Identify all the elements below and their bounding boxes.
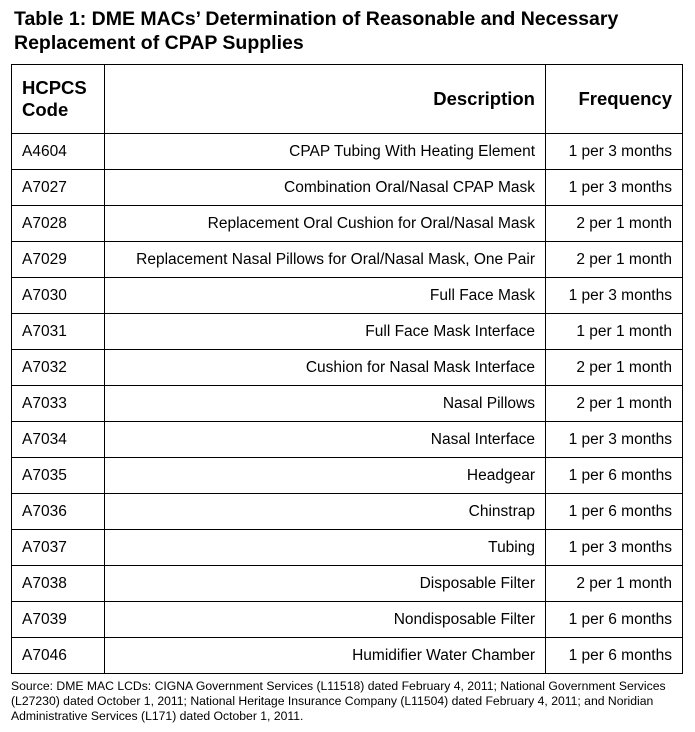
table-title: [14, 7, 684, 55]
frequency-cell: 1 per 1 month: [546, 314, 683, 350]
hcpcs-code-cell: A7038: [12, 566, 105, 602]
hcpcs-code-cell: A7039: [12, 602, 105, 638]
table-row: [12, 422, 683, 458]
header-frequency: Frequency: [546, 65, 683, 134]
header-hcpcs-code-line-1: HCPCS: [22, 77, 87, 98]
table-title-line-1: Table 1: DME MACs’ Determination of Reasonable and Necessary: [14, 8, 619, 30]
hcpcs-code-cell: A7032: [12, 350, 105, 386]
frequency-cell: 1 per 3 months: [546, 170, 683, 206]
hcpcs-code-cell: A7029: [12, 242, 105, 278]
hcpcs-code-cell: A7034: [12, 422, 105, 458]
table-row: [12, 242, 683, 278]
hcpcs-code-cell: A7037: [12, 530, 105, 566]
description-cell: Headgear: [105, 458, 546, 494]
frequency-cell: 2 per 1 month: [546, 386, 683, 422]
frequency-cell: 1 per 6 months: [546, 494, 683, 530]
hcpcs-code-cell: A7030: [12, 278, 105, 314]
description-cell: Disposable Filter: [105, 566, 546, 602]
description-cell: Full Face Mask Interface: [105, 314, 546, 350]
table-row: [12, 566, 683, 602]
hcpcs-code-cell: A7027: [12, 170, 105, 206]
hcpcs-code-cell: A7035: [12, 458, 105, 494]
hcpcs-code-cell: A7031: [12, 314, 105, 350]
table-row: [12, 278, 683, 314]
frequency-cell: 1 per 3 months: [546, 134, 683, 170]
description-cell: Full Face Mask: [105, 278, 546, 314]
table-row: [12, 602, 683, 638]
frequency-cell: 2 per 1 month: [546, 206, 683, 242]
description-cell: Combination Oral/Nasal CPAP Mask: [105, 170, 546, 206]
frequency-cell: 1 per 3 months: [546, 530, 683, 566]
hcpcs-code-cell: A7033: [12, 386, 105, 422]
description-cell: Humidifier Water Chamber: [105, 638, 546, 674]
table-title-line-2: Replacement of CPAP Supplies: [14, 32, 304, 54]
description-cell: Chinstrap: [105, 494, 546, 530]
table-row: [12, 386, 683, 422]
hcpcs-code-cell: A7036: [12, 494, 105, 530]
table-row: [12, 350, 683, 386]
table-row: [12, 170, 683, 206]
header-row: [12, 65, 683, 134]
header-hcpcs-code: [12, 65, 105, 134]
description-cell: Replacement Oral Cushion for Oral/Nasal Mask: [105, 206, 546, 242]
description-cell: CPAP Tubing With Heating Element: [105, 134, 546, 170]
frequency-cell: 2 per 1 month: [546, 350, 683, 386]
frequency-cell: 1 per 6 months: [546, 602, 683, 638]
table-row: [12, 314, 683, 350]
frequency-cell: 2 per 1 month: [546, 242, 683, 278]
description-cell: Tubing: [105, 530, 546, 566]
description-cell: Cushion for Nasal Mask Interface: [105, 350, 546, 386]
cpap-supplies-table: [11, 64, 683, 674]
description-cell: Nasal Interface: [105, 422, 546, 458]
header-hcpcs-code-line-2: Code: [22, 99, 69, 120]
table-row: [12, 206, 683, 242]
header-description: Description: [105, 65, 546, 134]
source-note: Source: DME MAC LCDs: CIGNA Government Services (L11518) dated February 4, 2011; National Government Services (L27230) dated October 1, 2011; National Heritage Insurance Company (L11504) dated February 4, 2011; and Noridian Administrative Services (L171) dated October 1, 2011.: [11, 679, 666, 723]
table-row: [12, 458, 683, 494]
table-row: [12, 530, 683, 566]
table-row: [12, 134, 683, 170]
table-row: [12, 494, 683, 530]
frequency-cell: 2 per 1 month: [546, 566, 683, 602]
frequency-cell: 1 per 6 months: [546, 638, 683, 674]
table-row: [12, 638, 683, 674]
description-cell: Replacement Nasal Pillows for Oral/Nasal Mask, One Pair: [105, 242, 546, 278]
frequency-cell: 1 per 3 months: [546, 422, 683, 458]
hcpcs-code-cell: A4604: [12, 134, 105, 170]
frequency-cell: 1 per 3 months: [546, 278, 683, 314]
hcpcs-code-cell: A7046: [12, 638, 105, 674]
hcpcs-code-cell: A7028: [12, 206, 105, 242]
description-cell: Nasal Pillows: [105, 386, 546, 422]
frequency-cell: 1 per 6 months: [546, 458, 683, 494]
description-cell: Nondisposable Filter: [105, 602, 546, 638]
